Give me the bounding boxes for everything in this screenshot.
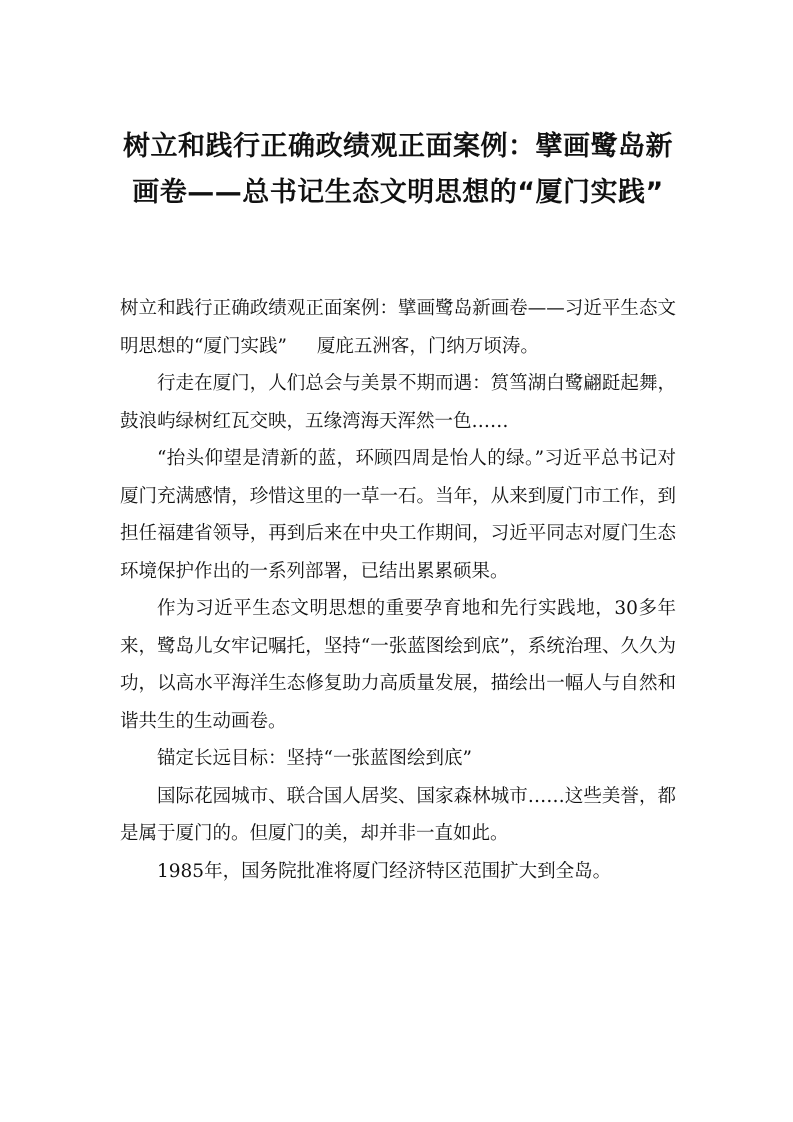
paragraph-intro (120, 290, 676, 365)
paragraph-intro-lead: 树立和践行正确政绩观正面案例：擘画鹭岛新画卷——习近平生态文明思想的“厦门实践” (120, 298, 676, 357)
paragraph: 1985年，国务院批准将厦门经济特区范围扩大到全岛。 (157, 860, 612, 882)
paragraph-intro-tail: 厦庇五洲客，门纳万顷涛。 (316, 335, 539, 357)
paragraph: “抬头仰望是清新的蓝，环顾四周是怡人的绿。”习近平总书记对厦门充满感情，珍惜这里的一草一石。当年，从来到厦门市工作，到担任福建省领导，再到后来在中央工作期间，习近平同志对厦门生态环境保护作出的一系列部署，已结出累累硕果。 (120, 448, 676, 582)
document-body (120, 290, 676, 890)
document-title: 树立和践行正确政绩观正面案例：擘画鹭岛新画卷——总书记生态文明思想的“厦门实践” (123, 131, 673, 208)
paragraph: 作为习近平生态文明思想的重要孕育地和先行实践地，30多年来，鹭岛儿女牢记嘱托，坚持“一张蓝图绘到底”，系统治理、久久为功，以高水平海洋生态修复助力高质量发展，描绘出一幅人与自然和谐共生的生动画卷。 (120, 598, 676, 732)
paragraph: 国际花园城市、联合国人居奖、国家森林城市……这些美誉，都是属于厦门的。但厦门的美，却并非一直如此。 (120, 785, 676, 844)
section-heading: 锚定长远目标：坚持“一张蓝图绘到底” (157, 748, 472, 769)
paragraph: 行走在厦门，人们总会与美景不期而遇：筼筜湖白鹭翩跹起舞，鼓浪屿绿树红瓦交映，五缘湾海天浑然一色…… (120, 373, 676, 432)
